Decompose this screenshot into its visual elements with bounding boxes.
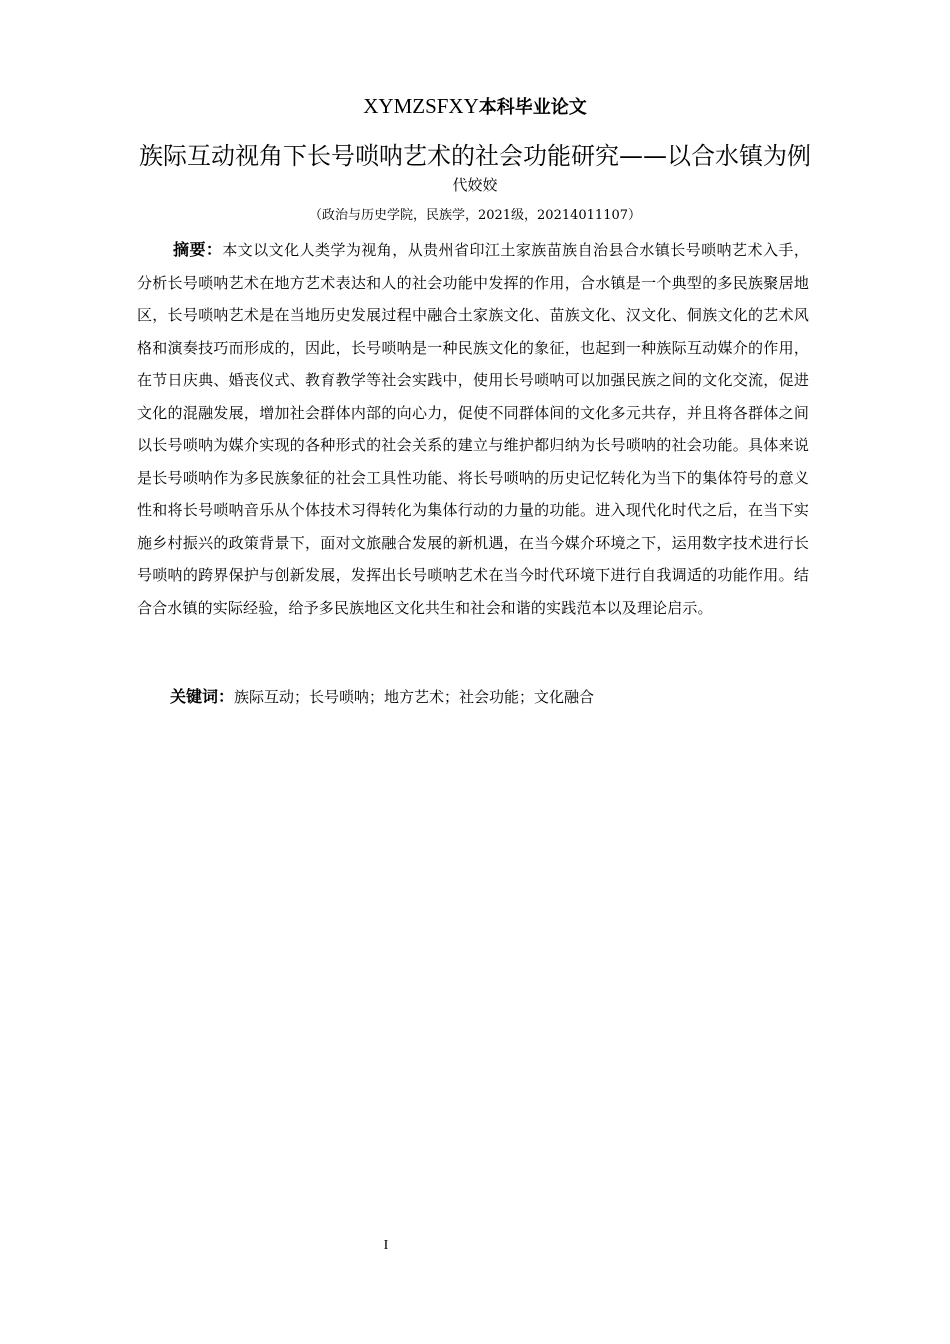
thesis-header — [0, 94, 950, 120]
keywords-text: 族际互动；长号唢呐；地方艺术；社会功能；文化融合 — [234, 688, 595, 706]
author-name: 代姣姣 — [452, 176, 498, 194]
abstract-label: 摘要： — [173, 240, 223, 259]
keywords-line — [170, 683, 810, 711]
header-code: XYMZSFXY — [363, 94, 479, 118]
paper-title: 族际互动视角下长号唢呐艺术的社会功能研究——以合水镇为例 — [139, 142, 811, 170]
keywords-label: 关键词： — [170, 687, 235, 706]
abstract-paragraph — [137, 234, 809, 624]
author-affiliation: （政治与历史学院，民族学，2021级，20214011107） — [308, 208, 642, 223]
header-label: 本科毕业论文 — [478, 97, 587, 118]
abstract-text: 本文以文化人类学为视角，从贵州省印江土家族苗族自治县合水镇长号唢呐艺术入手，分析长号唢呐艺术在地方艺术表达和人的社会功能中发挥的作用，合水镇是一个典型的多民族聚居地区，长号唢呐艺术是在当地历史发展过程中融合土家族文化、苗族文化、汉文化、侗族文化的艺术风格和演奏技巧而形成的，因此，长号唢呐是一种民族文化的象征，也起到一种族际互动媒介的作用，在节日庆典、婚丧仪式、教育教学等社会实践中，使用长号唢呐可以加强民族之间的文化交流，促进文化的混融发展，增加社会群体内部的向心力，促使不同群体间的文化多元共存，并且将各群体之间以长号唢呐为媒介实现的各种形式的社会关系的建立与维护都归纳为长号唢呐的社会功能。具体来说是长号唢呐作为多民族象征的社会工具性功能、将长号唢呐的历史记忆转化为当下的集体符号的意义性和将长号唢呐音乐从个体技术习得转化为集体行动的力量的功能。进入现代化时代之后，在当下实施乡村振兴的政策背景下，面对文旅融合发展的新机遇，在当今媒介环境之下，运用数字技术进行长号唢呐的跨界保护与创新发展，发挥出长号唢呐艺术在当今时代环境下进行自我调适的功能作用。结合合水镇的实际经验，给予多民族地区文化共生和社会和谐的实践范本以及理论启示。 — [137, 241, 809, 617]
page-number: I — [383, 1238, 389, 1253]
